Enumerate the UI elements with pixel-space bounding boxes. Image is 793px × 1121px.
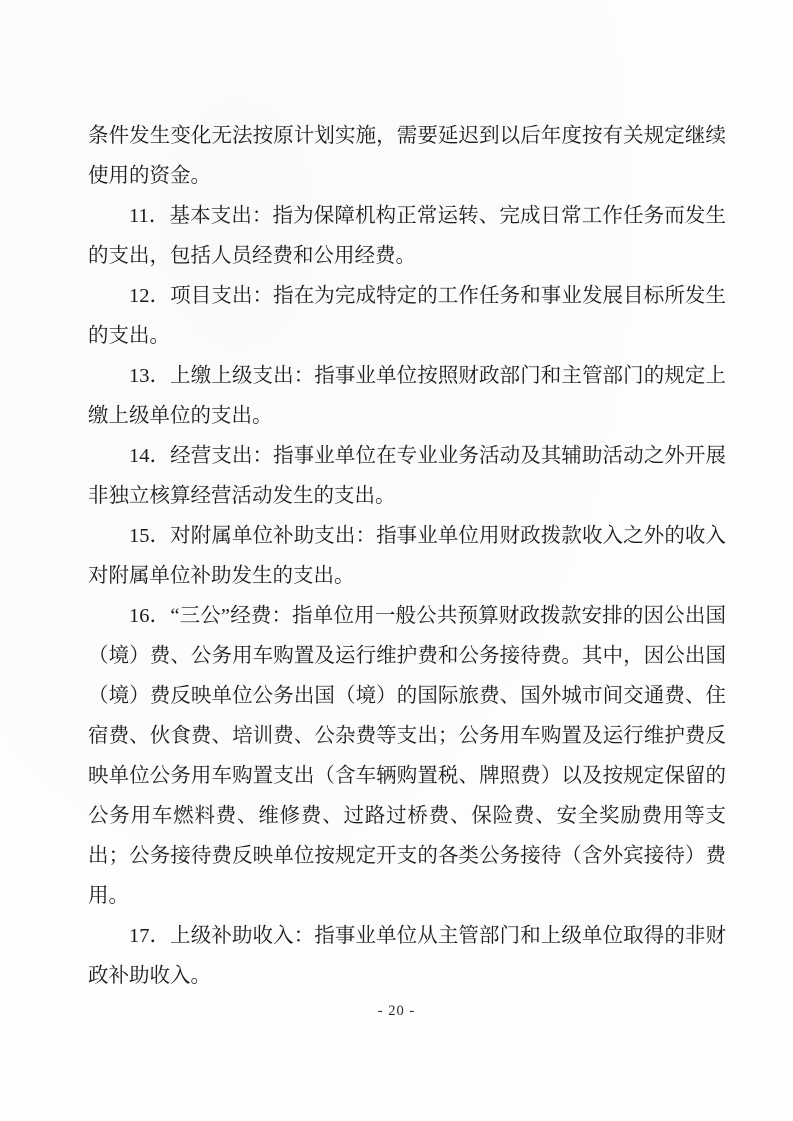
paragraph-item-14-operating-expenditure: 14．经营支出：指事业单位在专业业务活动及其辅助活动之外开展非独立核算经营活动发生的支出。 [88, 445, 726, 507]
paragraph-item-11-basic-expenditure: 11．基本支出：指为保障机构正常运转、完成日常工作任务而发生的支出，包括人员经费和公用经费。 [88, 205, 726, 267]
page-number: - 20 - [377, 1003, 416, 1019]
paragraph-item-15-subsidy-to-affiliates: 15．对附属单位补助支出：指事业单位用财政拨款收入之外的收入对附属单位补助发生的支出。 [88, 525, 726, 587]
paragraph-item-13-upper-level-expenditure: 13．上缴上级支出：指事业单位按照财政部门和主管部门的规定上缴上级单位的支出。 [88, 365, 726, 427]
paragraph-item-17-superior-subsidy-income: 17．上级补助收入：指事业单位从主管部门和上级单位取得的非财政补助收入。 [88, 925, 726, 987]
document-body [88, 116, 726, 996]
paragraph-carryover-funds: 条件发生变化无法按原计划实施，需要延迟到以后年度按有关规定继续使用的资金。 [88, 125, 726, 187]
paragraph-item-12-project-expenditure: 12．项目支出：指在为完成特定的工作任务和事业发展目标所发生的支出。 [88, 285, 726, 347]
paragraph-item-16-three-public-funds: 16．“三公”经费：指单位用一般公共预算财政拨款安排的因公出国（境）费、公务用车购置及运行维护费和公务接待费。其中，因公出国（境）费反映单位公务出国（境）的国际旅费、国外城市间交通费、住宿费、伙食费、培训费、公杂费等支出；公务用车购置及运行维护费反映单位公务用车购置支出（含车辆购置税、牌照费）以及按规定保留的公务用车燃料费、维修费、过路过桥费、保险费、安全奖励费用等支出；公务接待费反映单位按规定开支的各类公务接待（含外宾接待）费用。 [88, 605, 726, 907]
